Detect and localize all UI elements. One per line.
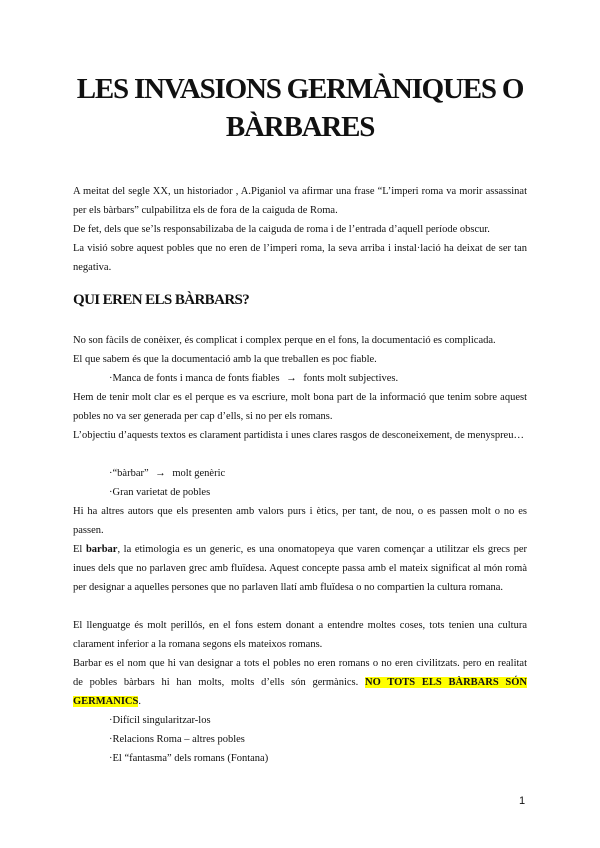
bullet-item-4: ·Difícil singularitzar-los xyxy=(109,715,211,726)
section-paragraph-8 xyxy=(73,654,527,711)
document-title: LES INVASIONS GERMÀNIQUES O BÀRBARES xyxy=(76,73,524,143)
bullet-item-6: ·El “fantasma” dels romans (Fontana) xyxy=(109,753,269,764)
paragraph-6-lead: El xyxy=(73,544,83,555)
intro-paragraph-1: A meitat del segle XX, un historiador , A.Piganiol va afirmar una frase “L’imperi roma va morir assassinat per els bàrbars” culpabilitza els de fora de la caiguda de Roma. xyxy=(73,186,527,216)
section-paragraph-4: L’objectiu d’aquests textos es clarament partidista i unes clares rasgos de desconeixement, de menyspreu… xyxy=(73,430,524,441)
term-barbar: barbar xyxy=(85,544,118,555)
section-paragraph-7: El llenguatge és molt perillós, en el fons estem donant a entendre moltes coses, tots tenien una cultura clarament inferior a la romana segons els mateixos romans. xyxy=(73,620,527,650)
section-paragraph-1: No son fàcils de conèixer, és complicat i complex perque en el fons, la documentació es complicada. xyxy=(73,335,496,346)
paragraph-8-end: . xyxy=(138,696,141,707)
section-paragraph-5: Hi ha altres autors que els presenten amb valors purs i ètics, per tant, de nou, o es passen molt o no es passen. xyxy=(73,506,527,536)
intro-paragraph-2: De fet, dels que se’ls responsabilizaba de la caiguda de roma i de l’entrada d’aquell període obscur. xyxy=(73,224,490,235)
bullet-item-1 xyxy=(109,369,398,388)
paragraph-6-body: , la etimologia es un generic, es una onomatopeya que varen començar a utilitzar els grecs per inues dels que no parlaven grec amb fluïdesa. Aquest concepte passa amb el mateix significat al món romà per designar a aquelles persones que no parlaven llatí amb fluïdesa o no compartien la cultura romana. xyxy=(73,544,528,593)
arrow-right-icon: → xyxy=(286,373,297,384)
arrow-right-icon: → xyxy=(155,468,166,479)
bullet-2-result: molt genèric xyxy=(172,468,226,479)
bullet-1-result: fonts molt subjectives. xyxy=(303,373,399,384)
bullet-item-5: ·Relacions Roma – altres pobles xyxy=(109,734,245,745)
section-paragraph-3: Hem de tenir molt clar es el perque es va escriure, molt bona part de la informació que tenim sobre aquest pobles no va ser generada per cap d’ells, si no per els romans. xyxy=(73,392,527,422)
section-paragraph-6 xyxy=(73,540,527,597)
bullet-item-2 xyxy=(109,464,225,483)
section-paragraph-2: El que sabem és que la documentació amb la que treballen es poc fiable. xyxy=(73,354,377,365)
highlighted-statement: NO TOTS ELS BÀRBARS SÓN GERMANICS xyxy=(73,677,528,707)
bullet-item-3: ·Gran varietat de pobles xyxy=(109,487,211,498)
intro-paragraph-3: La visió sobre aquest pobles que no eren de l’imperi roma, la seva arriba i instal·lació ha deixat de ser tan negativa. xyxy=(73,243,527,273)
paragraph-8-body: Barbar es el nom que hi van designar a tots el pobles no eren romans o no eren civilitzats. pero en realitat de pobles bàrbars hi han molts, molts d’ells són germànics. xyxy=(73,658,527,688)
bullet-1-text: ·Manca de fonts i manca de fonts fiables xyxy=(109,373,280,384)
section-heading: QUI EREN ELS BÀRBARS? xyxy=(73,292,250,308)
page-number: 1 xyxy=(519,795,526,807)
bullet-2-text: ·“bàrbar” xyxy=(109,468,149,479)
